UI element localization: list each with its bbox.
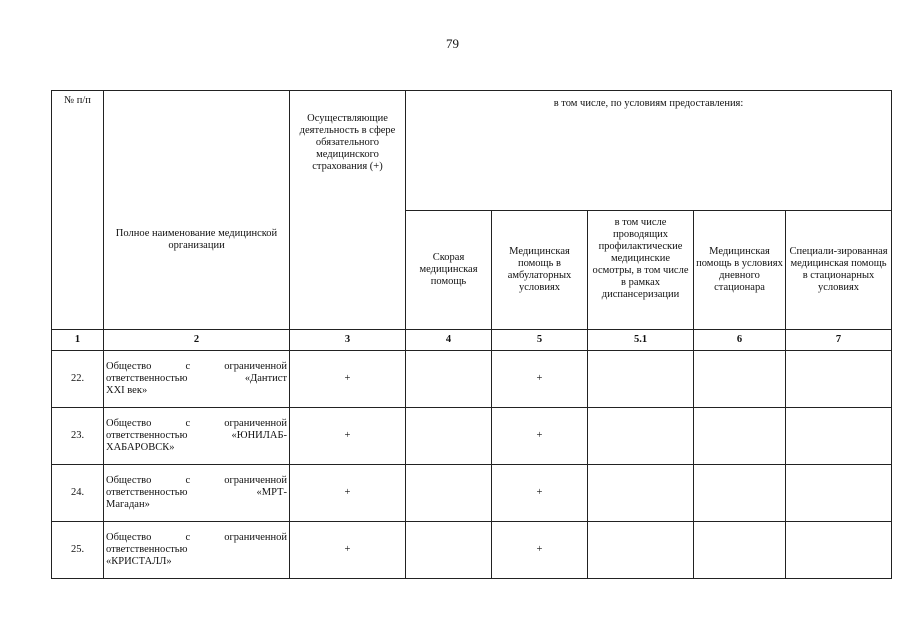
header-col-conditions: в том числе, по условиям предоставления: bbox=[406, 91, 892, 211]
header-col-oms: Осуществляющие деятельность в сфере обязательного медицинского страхования (+) bbox=[290, 91, 406, 330]
oms-mark: + bbox=[290, 522, 406, 579]
table-row bbox=[52, 408, 892, 465]
day-hospital-mark bbox=[694, 522, 786, 579]
table-row bbox=[52, 351, 892, 408]
day-hospital-mark bbox=[694, 351, 786, 408]
oms-mark: + bbox=[290, 351, 406, 408]
emergency-mark bbox=[406, 408, 492, 465]
preventive-mark bbox=[588, 408, 694, 465]
inpatient-mark bbox=[786, 522, 892, 579]
organization-name-line: ответственностью bbox=[106, 544, 188, 555]
header-sub-day-hospital: Медицинская помощь в условиях дневного стационара bbox=[694, 211, 786, 330]
header-sub-preventive: в том числе проводящих профилактические медицинские осмотры, в том числе в рамках диспансеризации bbox=[588, 211, 694, 330]
header-sub-inpatient: Специали-зированная медицинская помощь в стационарных условиях bbox=[786, 211, 892, 330]
organization-name-line: ответственностью «Дантист bbox=[106, 373, 287, 384]
table-row bbox=[52, 465, 892, 522]
organization-name-line: ответственностью «МРТ- bbox=[106, 487, 287, 498]
organization-name-line: XXI век» bbox=[106, 385, 148, 396]
outpatient-mark: + bbox=[492, 465, 588, 522]
table-row bbox=[52, 522, 892, 579]
column-number: 6 bbox=[694, 330, 786, 351]
column-numbers-row bbox=[52, 330, 892, 351]
inpatient-mark bbox=[786, 351, 892, 408]
organization-name-line: Общество с ограниченной bbox=[106, 532, 287, 543]
oms-mark: + bbox=[290, 465, 406, 522]
organization-name-line: Общество с ограниченной bbox=[106, 361, 287, 372]
outpatient-mark: + bbox=[492, 351, 588, 408]
day-hospital-mark bbox=[694, 408, 786, 465]
organization-name bbox=[104, 465, 290, 522]
column-number: 7 bbox=[786, 330, 892, 351]
outpatient-mark: + bbox=[492, 522, 588, 579]
page-number: 79 bbox=[446, 36, 459, 51]
organization-name-line: ХАБАРОВСК» bbox=[106, 442, 175, 453]
header-col-no: № п/п bbox=[52, 91, 104, 330]
row-number: 23. bbox=[52, 408, 104, 465]
column-number: 5 bbox=[492, 330, 588, 351]
organization-name bbox=[104, 351, 290, 408]
organization-name-line: Общество с ограниченной bbox=[106, 475, 287, 486]
organization-name bbox=[104, 522, 290, 579]
day-hospital-mark bbox=[694, 465, 786, 522]
column-number: 5.1 bbox=[588, 330, 694, 351]
header-sub-outpatient: Медицинская помощь в амбулаторных условиях bbox=[492, 211, 588, 330]
header-col-name: Полное наименование медицинской организации bbox=[104, 91, 290, 330]
column-number: 1 bbox=[52, 330, 104, 351]
column-number: 4 bbox=[406, 330, 492, 351]
organization-name-line: Магадан» bbox=[106, 499, 150, 510]
emergency-mark bbox=[406, 351, 492, 408]
preventive-mark bbox=[588, 522, 694, 579]
row-number: 24. bbox=[52, 465, 104, 522]
row-number: 22. bbox=[52, 351, 104, 408]
organization-name-line: ответственностью «ЮНИЛАБ- bbox=[106, 430, 287, 441]
emergency-mark bbox=[406, 465, 492, 522]
header-sub-emergency: Скорая медицинская помощь bbox=[406, 211, 492, 330]
preventive-mark bbox=[588, 351, 694, 408]
organization-name-line: «КРИСТАЛЛ» bbox=[106, 556, 172, 567]
column-number: 3 bbox=[290, 330, 406, 351]
outpatient-mark: + bbox=[492, 408, 588, 465]
medical-organizations-table bbox=[51, 90, 892, 579]
oms-mark: + bbox=[290, 408, 406, 465]
inpatient-mark bbox=[786, 408, 892, 465]
header-row-top bbox=[52, 91, 892, 211]
emergency-mark bbox=[406, 522, 492, 579]
inpatient-mark bbox=[786, 465, 892, 522]
organization-name bbox=[104, 408, 290, 465]
preventive-mark bbox=[588, 465, 694, 522]
column-number: 2 bbox=[104, 330, 290, 351]
organization-name-line: Общество с ограниченной bbox=[106, 418, 287, 429]
row-number: 25. bbox=[52, 522, 104, 579]
